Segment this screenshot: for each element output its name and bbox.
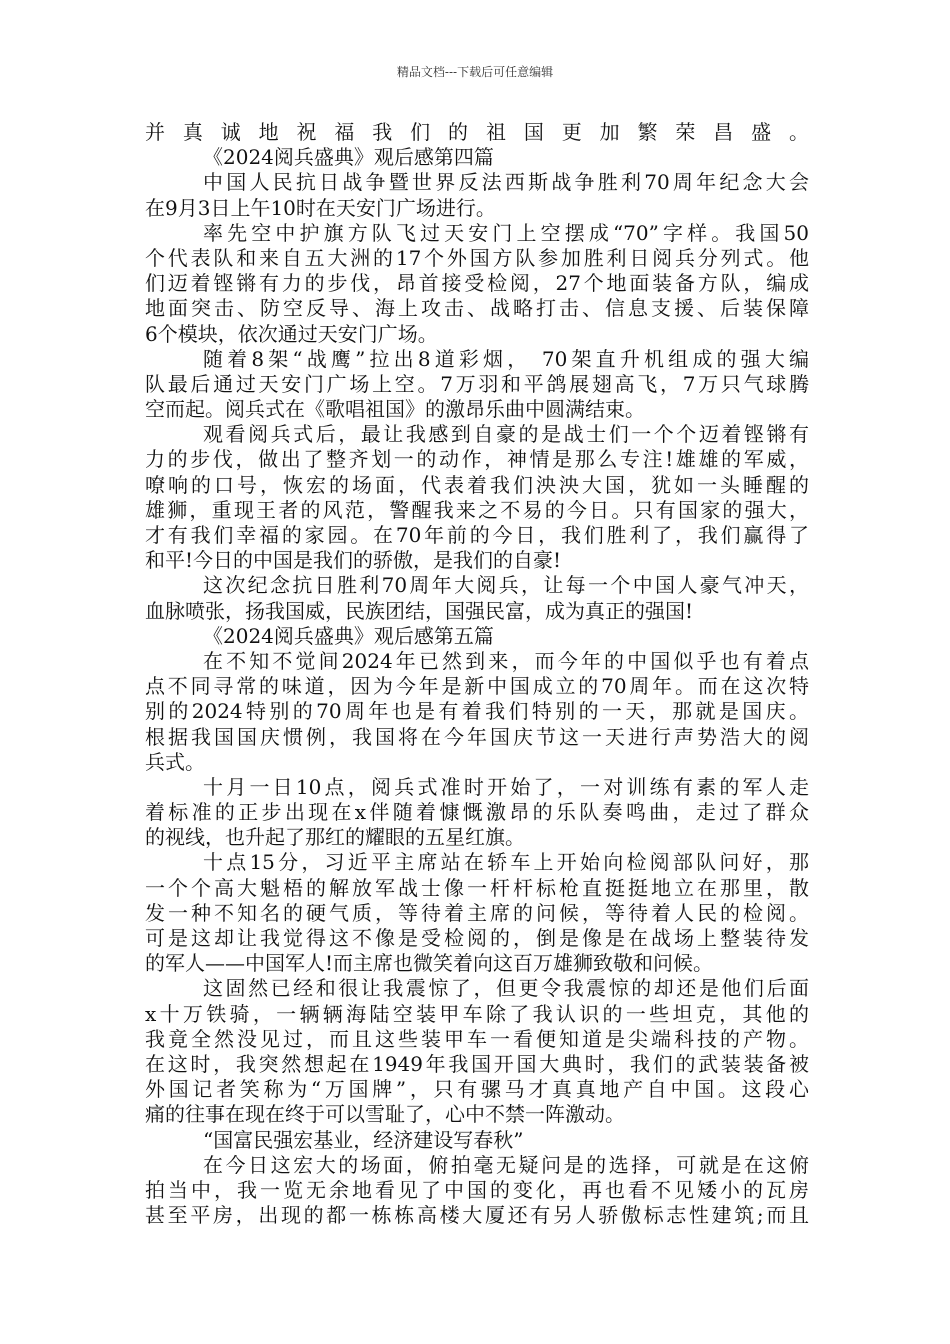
text-line: “国富民强宏基业，经济建设写春秋”	[203, 1127, 524, 1152]
text-line: 力的步伐，做出了整齐划一的动作，神情是那么专注!雄雄的军威，	[145, 447, 809, 472]
text-line: 这固然已经和很让我震惊了，但更令我震惊的却还是他们后面	[203, 976, 809, 1001]
text-line: 点不同寻常的味道，因为今年是新中国成立的70周年。而在这次特	[145, 674, 809, 699]
text-line: 雄狮，重现王者的风范，警醒我来之不易的今日。只有国家的强大，	[145, 497, 809, 522]
text-line: 十点15分，习近平主席站在轿车上开始向检阅部队问好，那	[203, 850, 809, 875]
text-line: 一个个高大魁梧的解放军战士像一杆杆标枪直挺挺地立在那里，散	[145, 875, 809, 900]
text-line: 发一种不知名的硬气质，等待着主席的问候，等待着人民的检阅。	[145, 900, 809, 925]
text-line: 率先空中护旗方队飞过天安门上空摆成“70”字样。我国50	[203, 220, 809, 245]
text-line: 在这时，我突然想起在1949年我国开国大典时，我们的武装装备被	[145, 1051, 809, 1076]
section-heading: 《2024阅兵盛典》观后感第五篇	[203, 623, 494, 648]
text-line: 在9月3日上午10时在天安门广场进行。	[145, 195, 496, 220]
section-heading: 《2024阅兵盛典》观后感第四篇	[203, 145, 494, 170]
text-line: 空而起。阅兵式在《歌唱祖国》的激昂乐曲中圆满结束。	[145, 397, 645, 422]
text-line: 的军人——中国军人!而主席也微笑着向这百万雄狮致敬和问候。	[145, 951, 714, 976]
text-line: 在今日这宏大的场面，俯拍毫无疑问是的选择，可就是在这俯	[203, 1152, 809, 1177]
text-line: x十万铁骑，一辆辆海陆空装甲车除了我认识的一些坦克，其他的	[145, 1001, 809, 1026]
text-line: 十月一日10点，阅兵式准时开始了，一对训练有素的军人走	[203, 774, 809, 799]
text-line: 我竟全然没见过，而且这些装甲车一看便知道是尖端科技的产物。	[145, 1026, 809, 1051]
text-line: 们迈着铿锵有力的步伐，昂首接受检阅，27个地面装备方队，编成	[145, 271, 809, 296]
text-line: 兵式。	[145, 749, 205, 774]
text-line: 个代表队和来自五大洲的17个外国方队参加胜利日阅兵分列式。他	[145, 245, 809, 270]
document-body	[145, 120, 809, 1228]
text-line: 在不知不觉间2024年已然到来，而今年的中国似乎也有着点	[203, 648, 809, 673]
text-line: 6个模块，依次通过天安门广场。	[145, 321, 438, 346]
text-line: 拍当中，我一览无余地看见了中国的变化，再也看不见矮小的瓦房	[145, 1177, 809, 1202]
text-line: 可是这却让我觉得这不像是受检阅的，倒是像是在战场上整装待发	[145, 926, 809, 950]
page-header: 精品文档---下载后可任意编辑	[396, 65, 554, 79]
text-line: 和平!今日的中国是我们的骄傲，是我们的自豪!	[145, 548, 562, 573]
text-line: 队最后通过天安门广场上空。7万羽和平鸽展翅高飞，7万只气球腾	[145, 371, 809, 396]
text-line: 外国记者笑称为“万国牌”，只有骡马才真真地产自中国。这段心	[145, 1077, 809, 1102]
text-line: 地面突击、防空反导、海上攻击、战略打击、信息支援、后装保障	[145, 296, 809, 321]
text-line: 嘹响的口号，恢宏的场面，代表着我们泱泱大国，犹如一头睡醒的	[145, 472, 809, 497]
text-line: 根据我国国庆惯例，我国将在今年国庆节这一天进行声势浩大的阅	[145, 724, 809, 749]
text-line: 中国人民抗日战争暨世界反法西斯战争胜利70周年纪念大会	[203, 170, 809, 195]
text-line: 并真诚地祝福我们的祖国更加繁荣昌盛。	[145, 120, 809, 144]
text-line: 观看阅兵式后，最让我感到自豪的是战士们一个个迈着铿锵有	[203, 422, 809, 447]
text-line: 随着8架“战鹰”拉出8道彩烟， 70架直升机组成的强大编	[203, 346, 809, 371]
text-line: 的视线，也升起了那红的耀眼的五星红旗。	[145, 825, 525, 850]
text-line: 血脉喷张，扬我国威，民族团结，国强民富，成为真正的强国!	[145, 598, 694, 623]
text-line: 甚至平房，出现的都一栋栋高楼大厦还有另人骄傲标志性建筑;而且	[145, 1203, 809, 1228]
text-line: 别的2024特别的70周年也是有着我们特别的一天，那就是国庆。	[145, 699, 809, 724]
text-line: 着标准的正步出现在x伴随着慷慨激昂的乐队奏鸣曲，走过了群众	[145, 800, 809, 825]
text-line: 痛的往事在现在终于可以雪耻了，心中不禁一阵激动。	[145, 1102, 625, 1127]
text-line: 才有我们幸福的家园。在70年前的今日，我们胜利了，我们赢得了	[145, 523, 809, 547]
text-line: 这次纪念抗日胜利70周年大阅兵，让每一个中国人豪气冲天，	[203, 573, 809, 598]
